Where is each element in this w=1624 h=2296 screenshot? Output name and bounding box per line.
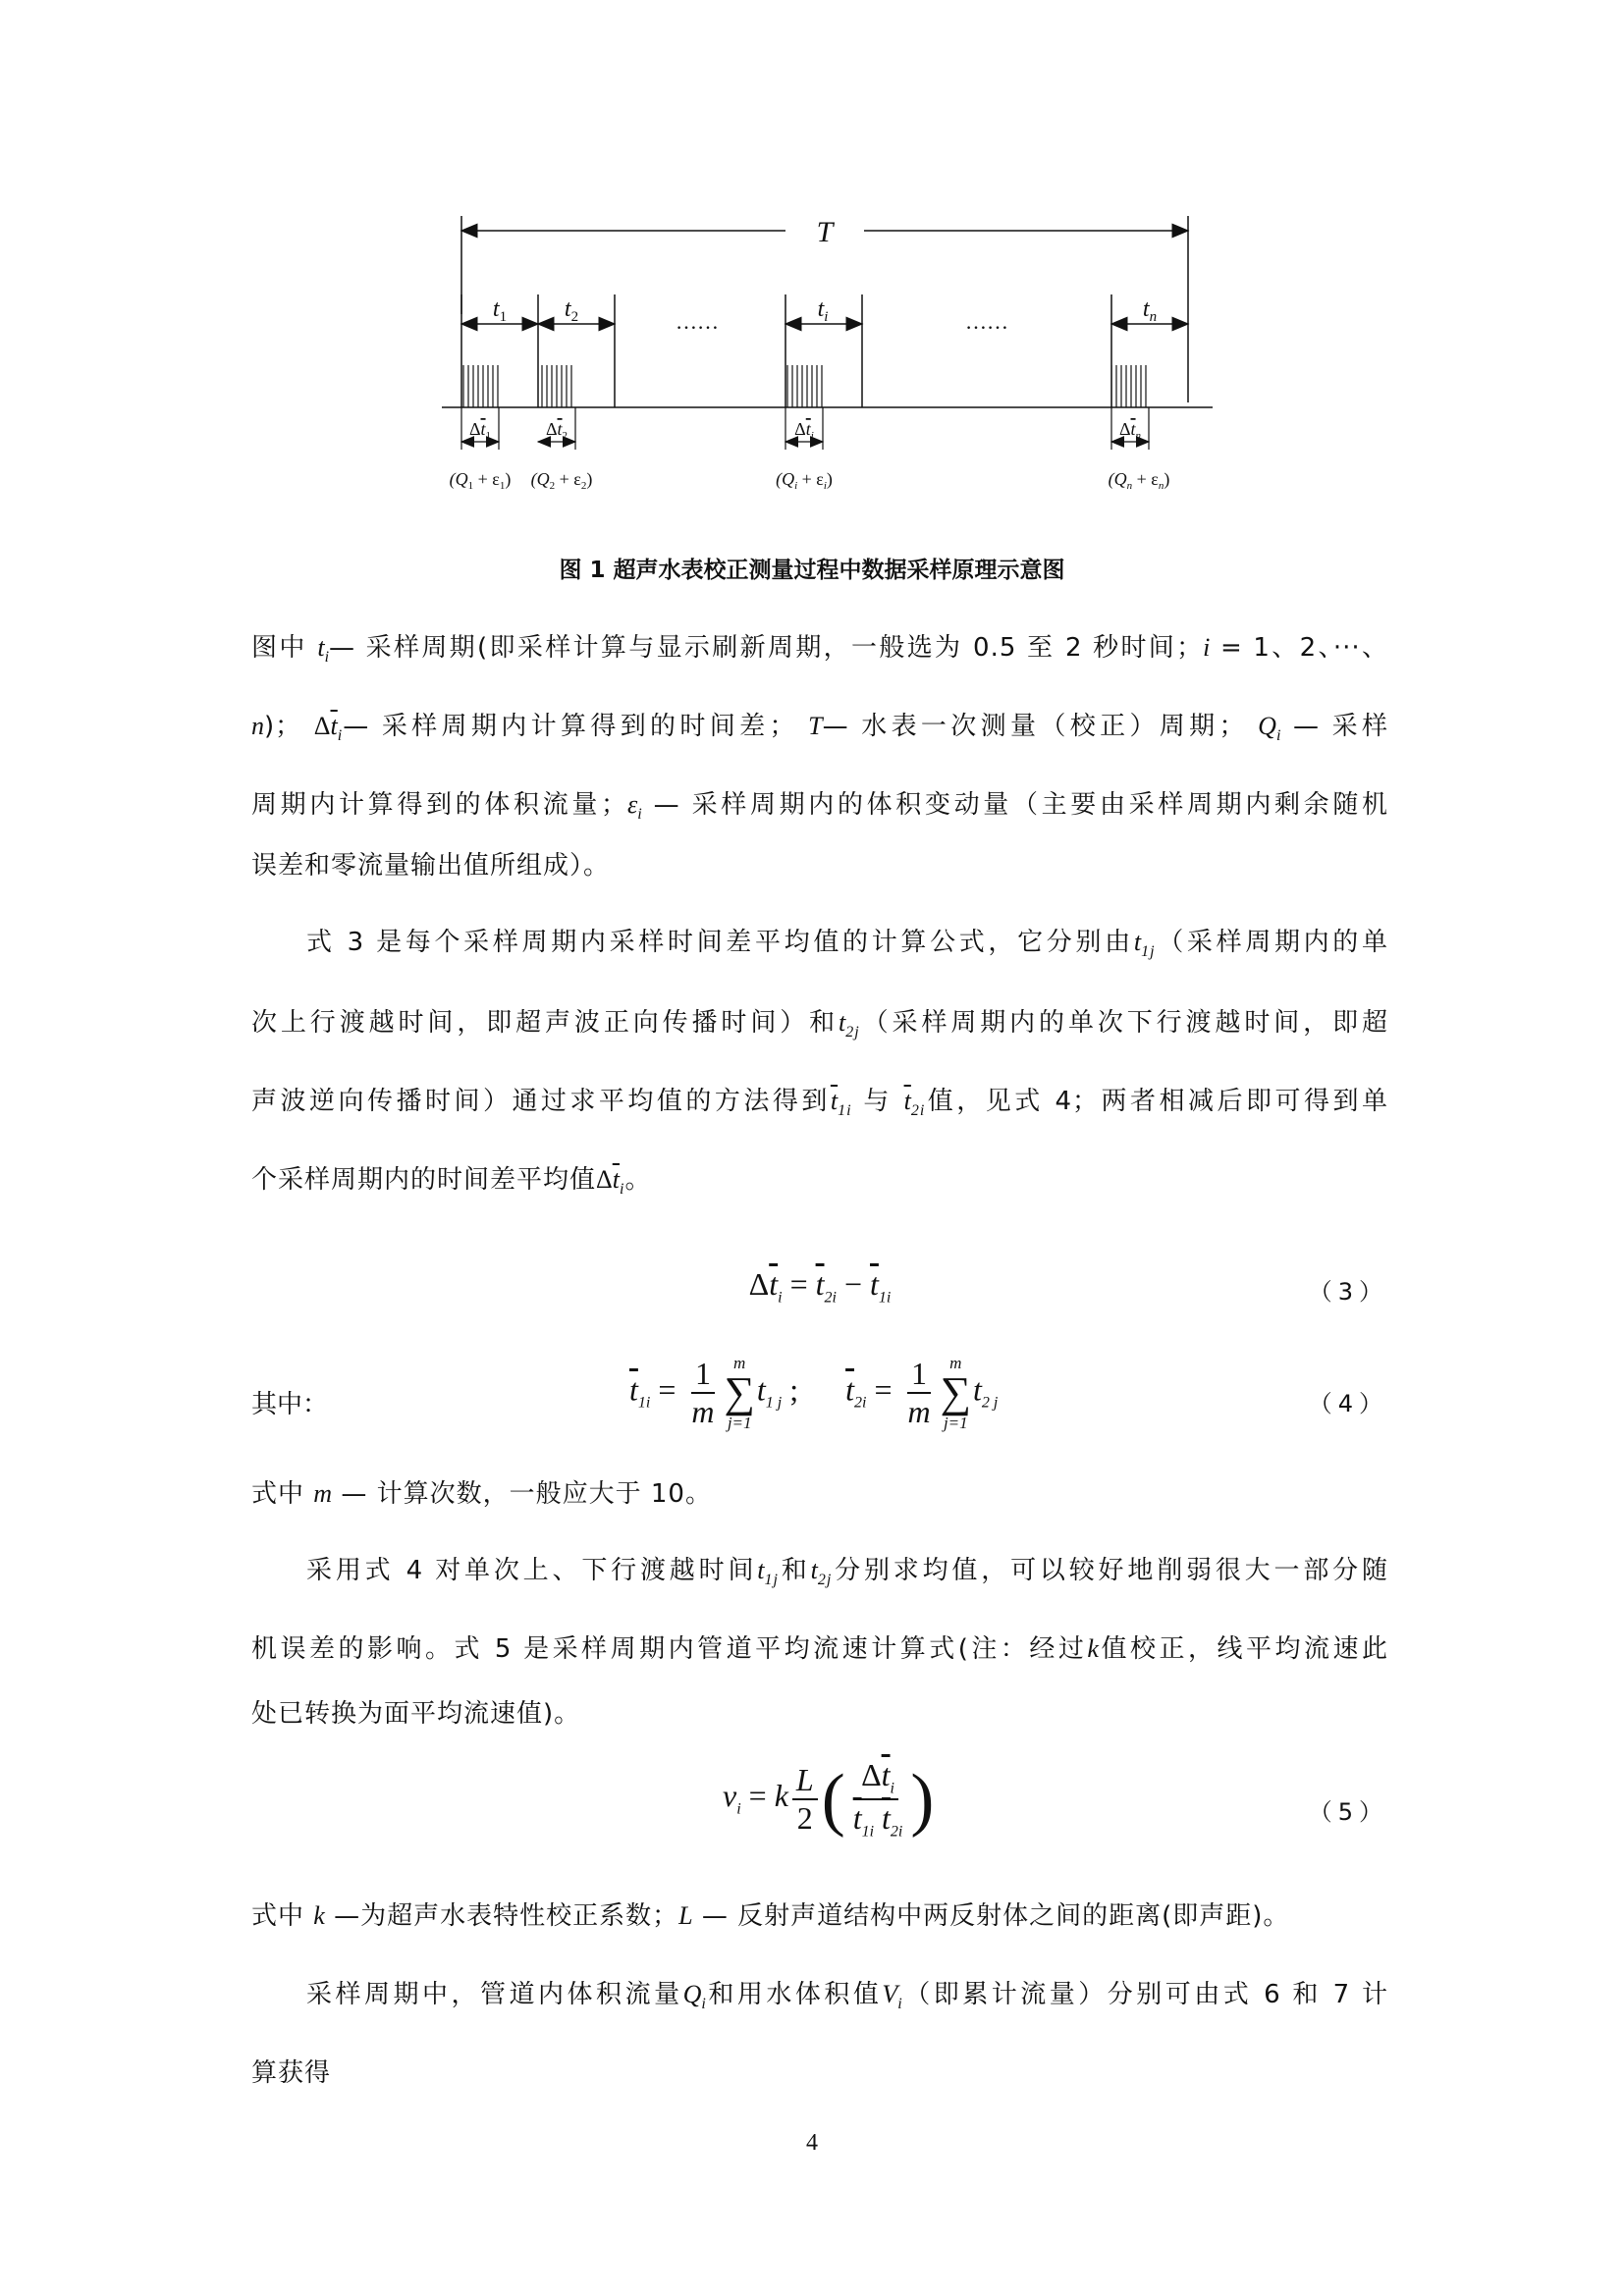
sampling-principle-diagram xyxy=(422,196,1237,510)
flow-label-2: $(Q_2 + \varepsilon_2)$ xyxy=(530,469,593,492)
interval-label-n: $t_n$ xyxy=(1142,296,1158,325)
text-line: 次上行渡越时间，即超声波正向传播时间）和$t_{2j}$（采样周期内的单次下行渡越时间，即超 xyxy=(251,1008,1388,1041)
equation-5: $v_i = k$ $\frac{L}{2}$ ( $\frac{\Delta\overline{t}_i}{\overline{t}_{1i} \overline{t}_{2i}}$ ) （5） xyxy=(723,1757,1388,1841)
text-line: 式 3 是每个采样周期内采样时间差平均值的计算公式，它分别由$t_{1j}$（采样周期内的单 xyxy=(306,928,1388,961)
dt-label-2: $\Delta t_2$ xyxy=(545,419,568,442)
flow-label-1: $(Q_1 + \varepsilon_1)$ xyxy=(449,469,512,492)
dt-label-1: $\Delta t_1$ xyxy=(468,419,492,442)
text-line: 式中 k —为超声水表特性校正系数；L — 反射声道结构中两反射体之间的距离(即声距)。 xyxy=(251,1901,1290,1931)
period-label: T xyxy=(816,216,834,248)
equation-number: （3） xyxy=(1308,1278,1388,1306)
interval-i xyxy=(776,294,862,492)
text-line: n)； $\Delta\overline{t}_i—$ 采样周期内计算得到的时间差； T— 水表一次测量（校正）周期； $Q_i$ — 采样 xyxy=(251,712,1388,745)
ellipsis-1: …… xyxy=(676,309,719,334)
equation-label: 其中： xyxy=(251,1390,329,1419)
interval-label-i: $t_i$ xyxy=(817,296,829,325)
text-line: 图中 $t_i—$ 采样周期(即采样计算与显示刷新周期，一般选为 0.5 至 2 秒时间；i = 1、2、···、 xyxy=(251,633,1389,667)
sampling-burst-2 xyxy=(538,365,575,407)
interval-2 xyxy=(531,294,615,492)
text-line: 机误差的影响。式 5 是采样周期内管道平均流速计算式(注：经过k值校正，线平均流速此 xyxy=(251,1634,1388,1664)
flow-label-n: $(Q_n + \varepsilon_n)$ xyxy=(1108,469,1170,492)
equation-3: $\Delta\overline{t}_i = \overline{t}_{2i} - \overline{t}_{1i}$ （3） xyxy=(748,1266,1388,1307)
interval-1 xyxy=(450,294,538,492)
text-line: 算获得 xyxy=(251,2058,332,2088)
figure-caption: 图 1 超声水表校正测量过程中数据采样原理示意图 xyxy=(559,558,1065,583)
interval-n xyxy=(1109,294,1188,492)
text-line: 周期内计算得到的体积流量；$\varepsilon_i$ — 采样周期内的体积变动量（主要由采样周期内剩余随机 xyxy=(251,790,1388,824)
sampling-burst-1 xyxy=(461,365,499,407)
text-line: 声波逆向传播时间）通过求平均值的方法得到$\overline{t}_{1i}$ 与 $\overline{t}_{2i}$值，见式 4；两者相减后即可得到单 xyxy=(251,1087,1388,1120)
flow-label-i: $(Q_i + \varepsilon_i)$ xyxy=(776,469,833,492)
interval-label-1: $t_1$ xyxy=(492,296,508,325)
equation-number: （5） xyxy=(1308,1798,1388,1826)
dt-label-n: $\Delta t_n$ xyxy=(1118,419,1142,442)
page-number: 4 xyxy=(806,2130,818,2156)
text-line: 误差和零流量输出值所组成）。 xyxy=(251,851,611,881)
equation-4: 其中： $\overline{t}_{1i}$ = $\frac{1}{m}$ m ∑ j=1 $t_{1 j}$ ; $\overline{t}_{2i}$ = $\frac{1}{m}$ m ∑ j=1 $t_{2 j}$ （4） xyxy=(251,1354,1388,1432)
text-line: 采样周期中，管道内体积流量$Q_i$和用水体积值$V_i$（即累计流量）分别可由式 6 和 7 计 xyxy=(306,1980,1388,2013)
sampling-burst-n xyxy=(1111,365,1149,407)
equation-number: （4） xyxy=(1308,1390,1388,1417)
text-line: 式中 m — 计算次数，一般应大于 10。 xyxy=(251,1479,712,1509)
dt-label-i: $\Delta t_i$ xyxy=(794,419,814,442)
sampling-burst-i xyxy=(785,365,823,407)
text-line: 采用式 4 对单次上、下行渡越时间$t_{1j}$和$t_{2j}$分别求均值，可以较好地削弱很大一部分随 xyxy=(306,1556,1388,1589)
text-line: 个采样周期内的时间差平均值$\Delta\overline{t}_i$。 xyxy=(251,1165,652,1199)
ellipsis-2: …… xyxy=(965,309,1008,334)
interval-label-2: $t_2$ xyxy=(564,296,579,325)
text-line: 处已转换为面平均流速值)。 xyxy=(251,1699,581,1729)
